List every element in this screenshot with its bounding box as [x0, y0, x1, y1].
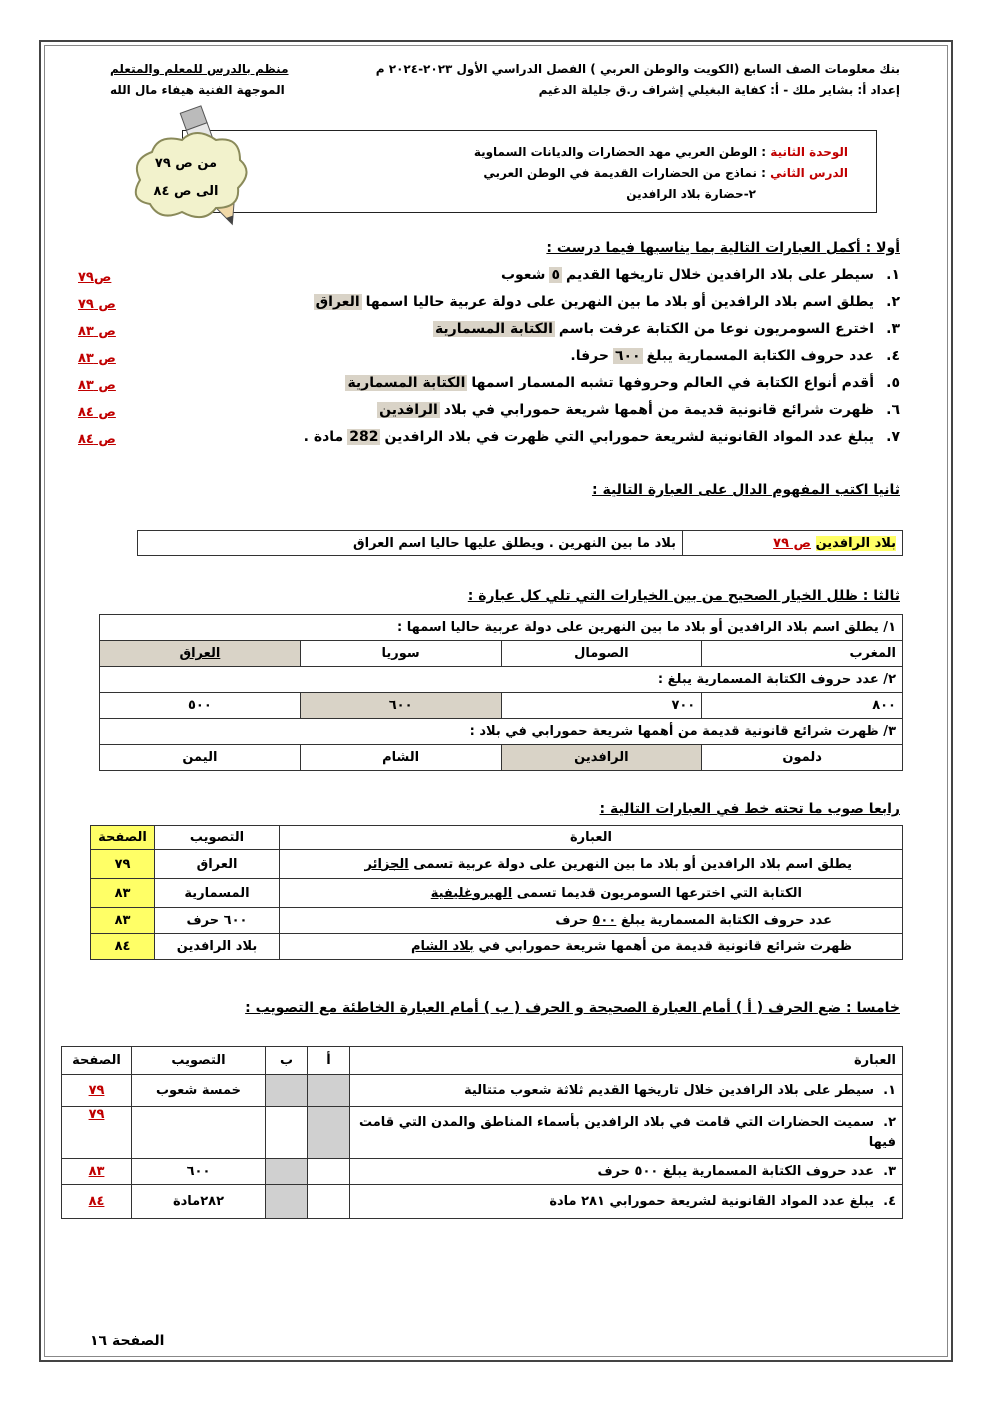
cloud-line1: من ص ٧٩	[154, 156, 218, 171]
s3-question-2: ٢/ عدد حروف الكتابة المسمارية يبلغ :	[100, 667, 903, 693]
s1-item-text: أقدم أنواع الكتابة في العالم وحروفها تشبه المسمار اسمها	[471, 375, 874, 391]
s2-concept: بلاد الرافدين	[815, 535, 896, 551]
s5-row-1-correction: خمسة شعوب	[132, 1075, 266, 1107]
s4-row-4-page: ٨٤	[91, 934, 155, 960]
s1-page-3: ص ٨٣	[78, 324, 116, 339]
s4-row-2-correction: المسمارية	[155, 879, 280, 908]
header-left-line2: الموجهة الفنية هيفاء مال الله	[110, 83, 285, 97]
topic: ٢-حضارة بلاد الرافدين	[626, 187, 756, 201]
section5-title-text: خامسا : ضع الحرف ( أ ) أمام العبارة الصحيحة و الحرف ( ب ) أمام العبارة الخاطئة مع التصويب :	[245, 1000, 900, 1016]
s1-page-7: ص ٨٤	[78, 432, 116, 447]
s5-row-1-b[interactable]	[266, 1075, 308, 1107]
lesson-label: الدرس الثاني	[770, 166, 848, 180]
section1-title: أولا : أكمل العبارات التالية بما يناسبها فيما درست :	[546, 240, 900, 256]
s1-item-answer: 282	[349, 429, 379, 445]
s1-item-answer: ٥	[551, 267, 560, 283]
s5-header-page: الصفحة	[62, 1047, 132, 1075]
s1-item-answer: العراق	[315, 294, 360, 310]
s5-row-2-correction	[132, 1107, 266, 1159]
s1-item-num: ١.	[886, 267, 900, 283]
s4-row-underlined: الهيروغليفية	[430, 885, 513, 901]
pencil-cloud-icon	[120, 100, 250, 250]
s3-q3-option-3: الشام	[300, 745, 501, 771]
s5-header-correction: التصويب	[132, 1047, 266, 1075]
s5-row-text: سميت الحضارات التي قامت في بلاد الرافدين بأسماء المناطق والمدن التي قامت فيها	[358, 1114, 896, 1150]
s4-header-statement: العبارة	[280, 826, 903, 850]
unit-box	[182, 130, 877, 213]
cloud-line2: الى ص ٨٤	[153, 184, 219, 199]
s3-q2-option-2: ٧٠٠	[501, 693, 702, 719]
s3-table	[99, 614, 903, 771]
s4-row-1-correction: العراق	[155, 850, 280, 879]
s4-row-3-statement	[280, 908, 903, 934]
s4-table	[90, 825, 903, 960]
s4-row-text: ظهرت شرائع قانونية قديمة من أهمها شريعة حمورابي في	[478, 939, 852, 954]
s5-row-2-b[interactable]	[266, 1107, 308, 1159]
s1-item-text: ظهرت شرائع قانونية قديمة من أهمها شريعة حمورابي في بلاد	[443, 402, 874, 418]
s1-item-5	[341, 375, 900, 391]
s5-row-4-page: ٨٤	[62, 1185, 132, 1219]
s4-row-4-statement	[280, 934, 903, 960]
s5-header-a: أ	[308, 1047, 350, 1075]
s1-item-post: مادة .	[303, 429, 344, 445]
s1-item-answer: ٦٠٠	[614, 348, 641, 364]
s3-q1-option-4-selected: العراق	[100, 641, 301, 667]
s4-row-post: حرف	[555, 913, 588, 928]
s4-row-3-page: ٨٣	[91, 908, 155, 934]
s3-question-3: ٣/ ظهرت شرائع قانونية قديمة من أهمها شريعة حمورابي في بلاد :	[100, 719, 903, 745]
s1-item-post: شعوب	[500, 267, 546, 283]
s1-item-num: ٦.	[886, 402, 900, 418]
s1-item-text: يطلق اسم بلاد الرافدين أو بلاد ما بين النهرين على دولة عربية حاليا اسمها	[365, 294, 874, 310]
s5-row-4-correction: ٢٨٢مادة	[132, 1185, 266, 1219]
lesson-line	[483, 166, 848, 180]
s1-item-2	[310, 294, 900, 310]
s5-row-2-statement	[350, 1107, 903, 1159]
s4-row-2-page: ٨٣	[91, 879, 155, 908]
s2-definition: بلاد ما بين النهرين . ويطلق عليها حاليا اسم العراق	[138, 531, 683, 556]
s4-row-3-correction: ٦٠٠ حرف	[155, 908, 280, 934]
s5-row-num: ٣.	[883, 1164, 896, 1179]
s4-header-page: الصفحة	[91, 826, 155, 850]
s1-item-post: حرفا.	[570, 348, 609, 364]
s1-page-6: ص ٨٤	[78, 405, 116, 420]
s2-concept-table	[137, 530, 903, 556]
s1-item-answer: الكتابة المسمارية	[434, 321, 553, 337]
s5-row-3-page: ٨٣	[62, 1159, 132, 1185]
s1-item-num: ٢.	[886, 294, 900, 310]
s1-item-3	[429, 321, 900, 337]
s2-concept-cell	[683, 531, 903, 556]
s1-item-text: يبلغ عدد المواد القانونية لشريعة حمورابي التي ظهرت في بلاد الرافدين	[384, 429, 874, 445]
s5-table	[61, 1046, 903, 1219]
s5-row-num: ٤.	[883, 1194, 896, 1209]
s3-q2-option-3-selected: ٦٠٠	[300, 693, 501, 719]
s3-q3-option-2-selected: الرافدين	[501, 745, 702, 771]
s5-row-3-statement	[350, 1159, 903, 1185]
s4-row-underlined: الجزائر	[364, 856, 409, 872]
lesson-text: : نماذج من الحضارات القديمة في الوطن العربي	[483, 166, 766, 180]
s1-item-answer: الرافدين	[379, 402, 438, 418]
s4-row-text: عدد حروف الكتابة المسمارية يبلغ	[620, 913, 832, 928]
s4-row-text: يطلق اسم بلاد الرافدين أو بلاد ما بين النهرين على دولة عربية تسمى	[413, 856, 852, 872]
s5-row-1-statement	[350, 1075, 903, 1107]
s5-row-1-a[interactable]	[308, 1075, 350, 1107]
s5-row-text: يبلغ عدد المواد القانونية لشريعة حمورابي ٢٨١ مادة	[549, 1194, 875, 1209]
s3-q2-option-1: ٨٠٠	[702, 693, 903, 719]
s5-row-4-a[interactable]	[308, 1185, 350, 1219]
s5-row-3-a[interactable]	[308, 1159, 350, 1185]
s4-row-underlined: ٥٠٠	[592, 913, 617, 928]
s2-concept-page: ص ٧٩	[773, 535, 812, 551]
s1-item-1	[501, 267, 900, 283]
header-left-line1: منظم بالدرس للمعلم والمتعلم	[110, 62, 289, 76]
s1-item-text: عدد حروف الكتابة المسمارية يبلغ	[646, 348, 874, 364]
s4-row-4-correction: بلاد الرافدين	[155, 934, 280, 960]
s5-row-text: عدد حروف الكتابة المسمارية يبلغ ٥٠٠ حرف	[597, 1164, 875, 1179]
s1-item-6	[373, 402, 900, 418]
section4-title: رابعا صوب ما تحته خط في العبارات التالية :	[599, 801, 900, 817]
s3-q1-option-1: المغرب	[702, 641, 903, 667]
section2-title: ثانيا اكتب المفهوم الدال على العبارة التالية :	[591, 482, 900, 498]
s1-page-1: ص٧٩	[78, 270, 112, 285]
s4-row-2-statement	[280, 879, 903, 908]
s5-header-b: ب	[266, 1047, 308, 1075]
s3-q1-option-3: سوريا	[300, 641, 501, 667]
s3-q3-option-1: دلمون	[702, 745, 903, 771]
s1-item-4	[570, 348, 900, 364]
s1-page-2: ص ٧٩	[78, 297, 116, 312]
s5-row-num: ١.	[883, 1083, 896, 1098]
s5-row-4-statement	[350, 1185, 903, 1219]
s5-row-2-a[interactable]	[308, 1107, 350, 1159]
unit-text: : الوطن العربي مهد الحضارات والديانات السماوية	[473, 145, 767, 159]
page-number: الصفحة ١٦	[90, 1333, 165, 1349]
s4-row-underlined: بلاد الشام	[411, 939, 474, 954]
s4-header-correction: التصويب	[155, 826, 280, 850]
s5-row-3-b[interactable]	[266, 1159, 308, 1185]
header-right-line2: إعداد أ: بشاير ملك - أ: كفاية البغيلي إشراف ر.ق جليلة الدغيم	[538, 83, 900, 97]
s4-row-text: الكتابة التي اخترعها السومريون قديما تسمى	[516, 885, 802, 901]
s3-q2-option-4: ٥٠٠	[100, 693, 301, 719]
s5-row-num: ٢.	[883, 1114, 896, 1130]
s3-q1-option-2: الصومال	[501, 641, 702, 667]
s5-header-statement: العبارة	[350, 1047, 903, 1075]
s1-item-num: ٣.	[886, 321, 900, 337]
s3-q3-option-4: اليمن	[100, 745, 301, 771]
s5-row-4-b[interactable]	[266, 1185, 308, 1219]
s1-item-answer: الكتابة المسمارية	[347, 375, 466, 391]
s5-row-2-page: ٧٩	[62, 1107, 132, 1159]
section5-title	[245, 1000, 900, 1016]
s5-row-1-page: ٧٩	[62, 1075, 132, 1107]
s1-item-7	[304, 429, 900, 445]
s1-page-5: ص ٨٣	[78, 378, 116, 393]
unit-line	[474, 145, 848, 159]
s1-page-4: ص ٨٣	[78, 351, 116, 366]
s1-item-text: سيطر على بلاد الرافدين خلال تاريخها القديم	[566, 267, 874, 283]
s1-item-num: ٥.	[886, 375, 900, 391]
s4-row-1-statement	[280, 850, 903, 879]
s3-question-1: ١/ يطلق اسم بلاد الرافدين أو بلاد ما بين النهرين على دولة عربية حاليا اسمها :	[100, 615, 903, 641]
s5-row-text: سيطر على بلاد الرافدين خلال تاريخها القديم ثلاثة شعوب متتالية	[464, 1083, 875, 1098]
header-right-line1: بنك معلومات الصف السابع (الكويت والوطن العربي ) الفصل الدراسي الأول ٢٠٢٣-٢٠٢٤ م	[375, 62, 900, 76]
unit-label: الوحدة الثانية	[770, 145, 848, 159]
section3-title: ثالثا : ظلل الخيار الصحيح من بين الخيارات التي تلي كل عبارة :	[467, 588, 900, 604]
s1-item-num: ٧.	[886, 429, 900, 445]
s1-item-num: ٤.	[886, 348, 900, 364]
s1-item-text: اخترع السومريون نوعا من الكتابة عرفت باسم	[558, 321, 874, 337]
s5-row-3-correction: ٦٠٠	[132, 1159, 266, 1185]
s4-row-1-page: ٧٩	[91, 850, 155, 879]
